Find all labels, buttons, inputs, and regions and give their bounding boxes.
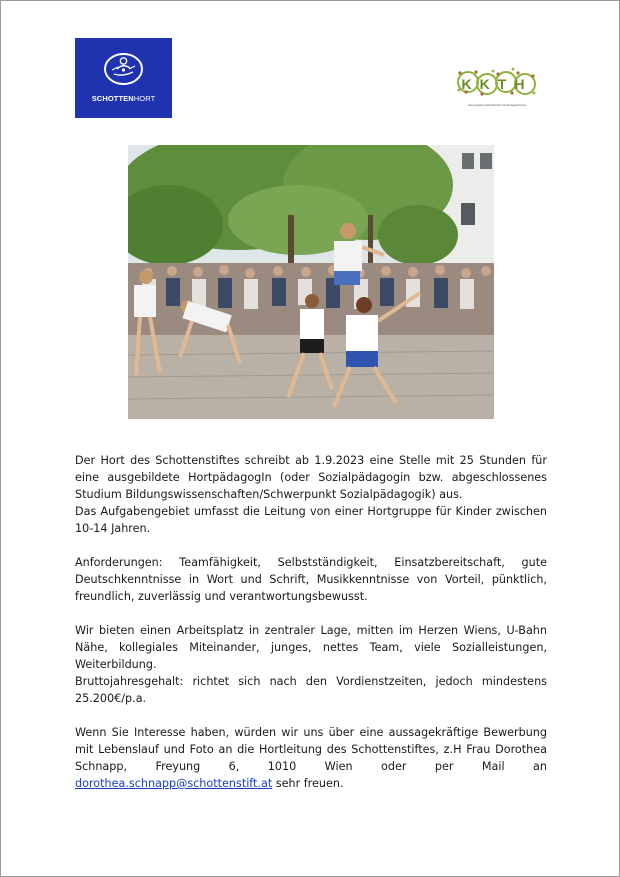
kkth-emblem-icon <box>456 64 538 104</box>
job-description <box>75 452 547 792</box>
paragraph-salary: Bruttojahresgehalt: richtet sich nach den Vordienstzeiten, jedoch mindestens 25.200€/p.a. <box>75 675 547 705</box>
paragraph-contact <box>75 724 547 792</box>
schottenhort-logo <box>75 38 172 118</box>
paragraph-requirements: Anforderungen: Teamfähigkeit, Selbstständigkeit, Einsatzbereitschaft, gute Deutschkenntnisse in Wort und Schrift, Musikkenntnisse von Vorteil, pünktlich, freundlich, zuverlässig und verantwortungsbewusst. <box>75 556 547 603</box>
paragraph-offer: Wir bieten einen Arbeitsplatz in zentraler Lage, mitten im Herzen Wiens, U-Bahn Nähe, kollegiales Miteinander, junges, nettes Team, viele Sozialleistungen, Weiterbildung. <box>75 624 547 671</box>
paragraph-intro: Der Hort des Schottenstiftes schreibt ab 1.9.2023 eine Stelle mit 25 Stunden für eine ausgebildete HortpädagogIn (oder Sozialpädagogin bzw. abgeschlossenes Studium Bildungswissenschaften/Schwerpunkt Sozialpädagogik) aus. <box>75 454 547 501</box>
kkth-logo <box>456 64 538 112</box>
schottenhort-emblem-icon <box>102 50 145 90</box>
dance-photo <box>128 145 494 419</box>
kkth-letters: KKTH <box>461 76 533 92</box>
paragraph-tasks: Das Aufgabengebiet umfasst die Leitung von einer Hortgruppe für Kinder zwischen 10-14 Jahren. <box>75 505 547 535</box>
contact-text: Wenn Sie Interesse haben, würden wir uns über eine aussagekräftige Bewerbung mit Lebenslauf und Foto an die Hortleitung des Schottenstiftes, z.H Frau Dorothea Schnapp, Freyung 6, 1010 Wien oder per Mail an <box>75 726 547 773</box>
contact-closing: sehr freuen. <box>272 777 344 790</box>
schottenhort-wordmark: SCHOTTENHORT <box>91 94 156 103</box>
email-link[interactable]: dorothea.schnapp@schottenstift.at <box>75 777 273 790</box>
kkth-tagline: Vereinigung Katholischer Kindertagesheime <box>467 103 527 107</box>
